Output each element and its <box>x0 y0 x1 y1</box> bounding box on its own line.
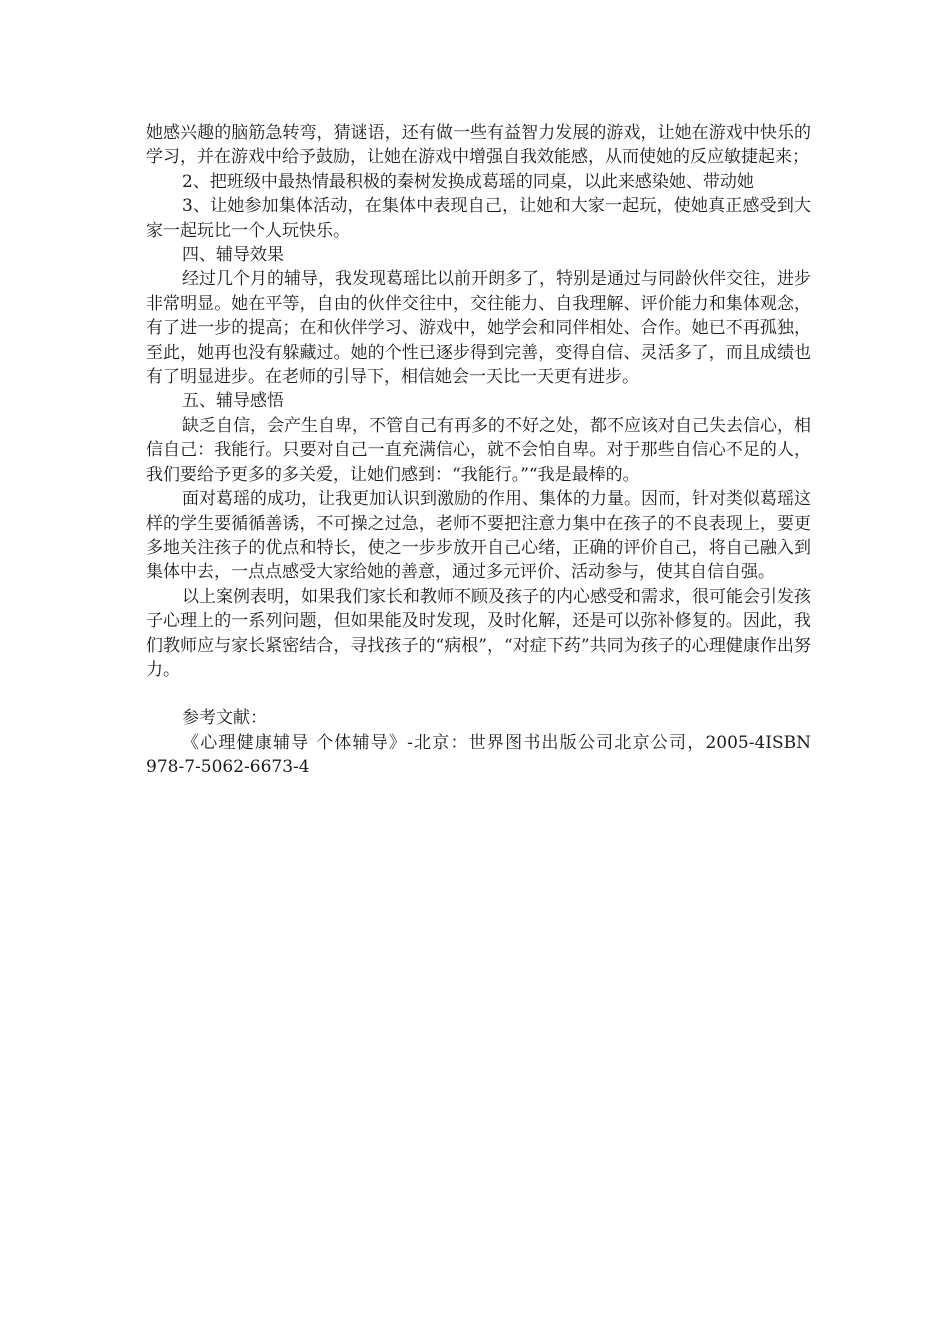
paragraph: 经过几个月的辅导，我发现葛瑶比以前开朗多了，特别是通过与同龄伙伴交往，进步非常明显。她在平等，自由的伙伴交往中，交往能力、自我理解、评价能力和集体观念，有了进一步的提高；在和伙伴学习、游戏中，她学会和同伴相处、合作。她已不再孤独，至此，她再也没有躲藏过。她的个性已逐步得到完善，变得自信、灵活多了，而且成绩也有了明显进步。在老师的引导下，相信她会一天比一天更有进步。 <box>146 269 811 388</box>
paragraph: 以上案例表明，如果我们家长和教师不顾及孩子的内心感受和需求，很可能会引发孩子心理上的一系列问题，但如果能及时发现，及时化解，还是可以弥补修复的。因此，我们教师应与家长紧密结合，寻找孩子的“病根”，“对症下药”共同为孩子的心理健康作出努力。 <box>146 586 811 680</box>
section-heading-reflection: 五、辅导感悟 <box>182 391 284 412</box>
paragraph: 面对葛瑶的成功，让我更加认识到激励的作用、集体的力量。因而，针对类似葛瑶这样的学生要循循善诱，不可操之过急，老师不要把注意力集中在孩子的不良表现上，要更多地关注孩子的优点和特长，使之一步步放开自己心绪，正确的评价自己，将自己融入到集体中去，一点点感受大家给她的善意，通过多元评价、活动参与，使其自信自强。 <box>146 489 811 583</box>
reference-entry: 《心理健康辅导 个体辅导》-北京：世界图书出版公司北京公司，2005-4ISBN 978-7-5062-6673-4 <box>146 732 811 778</box>
list-item-3: 3、让她参加集体活动，在集体中表现自己，让她和大家一起玩，使她真正感受到大家一起玩比一个人玩快乐。 <box>146 196 811 241</box>
document-body <box>146 121 811 780</box>
list-item-2: 2、把班级中最热情最积极的秦树发换成葛瑶的同桌，以此来感染她、带动她 <box>182 171 754 192</box>
references-heading: 参考文献： <box>182 708 267 729</box>
section-heading-effect: 四、辅导效果 <box>182 245 284 266</box>
paragraph: 她感兴趣的脑筋急转弯，猜谜语，还有做一些有益智力发展的游戏，让她在游戏中快乐的学习，并在游戏中给予鼓励，让她在游戏中增强自我效能感，从而使她的反应敏捷起来； <box>146 123 811 168</box>
spacer <box>146 682 811 706</box>
paragraph: 缺乏自信，会产生自卑，不管自己有再多的不好之处，都不应该对自己失去信心，相信自己：我能行。只要对自己一直充满信心，就不会怕自卑。对于那些自信心不足的人，我们要给予更多的多关爱，让她们感到：“我能行。”“我是最棒的。 <box>146 415 811 485</box>
